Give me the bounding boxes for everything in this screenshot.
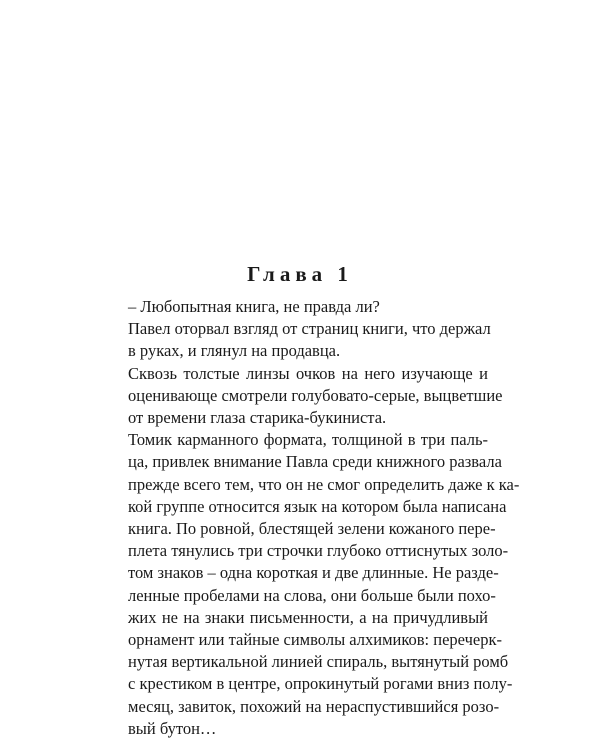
text-line: том знаков – одна короткая и две длинные. Не разде- <box>128 563 499 583</box>
text-line: Павел оторвал взгляд от страниц книги, что держал <box>128 319 491 339</box>
text-line: прежде всего тем, что он не смог определить даже к ка- <box>128 474 520 494</box>
text-line: ца, привлек внимание Павла среди книжного развала <box>128 452 502 472</box>
text-line: кой группе относится язык на котором была написана <box>128 496 507 516</box>
text-line: жих не на знаки письменности, а на причудливый <box>128 607 488 627</box>
paragraph <box>110 363 503 430</box>
text-line: Томик карманного формата, толщиной в три паль- <box>128 430 488 450</box>
text-line: вый бутон… <box>128 718 217 738</box>
text-line: – Любопытная книга, не правда ли? <box>128 297 380 316</box>
text-line: оценивающе смотрели голубовато-серые, выцветшие <box>128 385 503 405</box>
text-line: книга. По ровной, блестящей зелени кожаного пере- <box>128 519 496 539</box>
text-line: ленные пробелами на слова, они больше были похо- <box>128 585 496 605</box>
paragraph <box>110 318 491 362</box>
paragraph <box>110 296 488 318</box>
text-line: от времени глаза старика-букиниста. <box>128 408 387 428</box>
chapter-text <box>110 296 520 740</box>
text-line: Сквозь толстые линзы очков на него изучающе и <box>128 363 488 383</box>
text-line: орнамент или тайные символы алхимиков: перечерк- <box>128 630 502 650</box>
paragraph <box>110 429 520 740</box>
text-line: плета тянулись три строчки глубоко оттиснутых золо- <box>128 541 509 561</box>
text-line: нутая вертикальной линией спираль, вытянутый ромб <box>128 652 509 672</box>
text-line: с крестиком в центре, опрокинутый рогами вниз полу- <box>128 674 513 694</box>
chapter-title: Глава 1 <box>247 262 353 286</box>
text-line: месяц, завиток, похожий на нераспустившийся розо- <box>128 696 500 716</box>
text-line: в руках, и глянул на продавца. <box>128 341 341 361</box>
